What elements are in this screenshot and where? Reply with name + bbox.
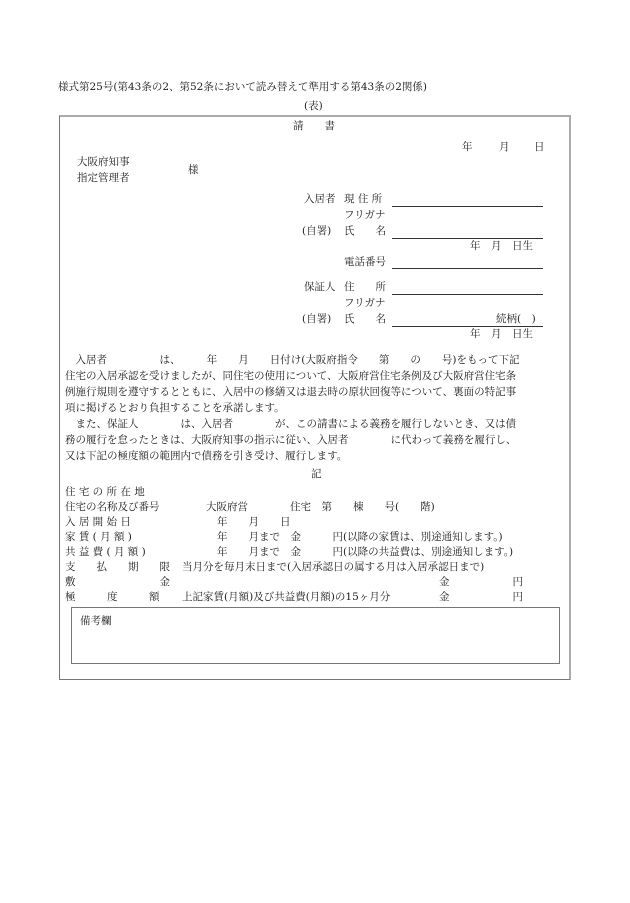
common-fee-value: 年 月まで 金 円(以降の共益費は、別途通知します。) (217, 546, 514, 558)
body-paragraph-1-line-1: 入居者 は、 年 月 日付け(大阪府指令 第 の 号)をもって下記 (65, 354, 520, 366)
move-in-date-value: 年 月 日 (217, 516, 291, 528)
side-indicator: (表) (304, 100, 323, 112)
tenant-role: 入居者 (304, 193, 336, 205)
document-title: 請 書 (293, 120, 335, 132)
date-day: 日 (534, 141, 545, 153)
tenant-name-label: 氏 名 (344, 225, 386, 237)
body-paragraph-2-line-3: 又は下記の極度額の範囲内で債務を引き受け、履行します。 (65, 450, 348, 462)
deposit-value: 金 円 (439, 576, 523, 588)
guarantor-signature-note: (自署) (302, 313, 332, 325)
guarantor-birthdate: 年 月 日生 (470, 328, 533, 340)
guarantor-furigana-label: フリガナ (344, 297, 386, 309)
tenant-name-field[interactable] (392, 238, 543, 239)
tenant-birthdate: 年 月 日生 (470, 240, 533, 252)
credit-limit-value: 金 円 (439, 591, 523, 603)
remarks-label: 備考欄 (80, 615, 112, 627)
rent-value: 年 月まで 金 円(以降の家賃は、別途通知します。) (217, 531, 503, 543)
payment-deadline-label: 支 払 期 限 (65, 561, 170, 573)
guarantor-role: 保証人 (304, 281, 336, 293)
deposit-label: 敷 金 (65, 576, 170, 588)
location-label: 住 宅 の 所 在 地 (65, 486, 145, 498)
body-paragraph-1-line-2: 住宅の入居承認を受けましたが、同住宅の使用について、大阪府営住宅条例及び大阪府営住宅条 (65, 370, 517, 382)
payment-deadline-value: 当月分を毎月末日まで(入居承認日の属する月は入居承認日まで) (182, 561, 485, 573)
guarantor-name-field[interactable] (392, 326, 543, 327)
guarantor-name-label: 氏 名 (344, 313, 386, 325)
tenant-signature-note: (自署) (302, 225, 332, 237)
tenant-phone-label: 電話番号 (344, 256, 386, 268)
credit-limit-basis: 上記家賃(月額)及び共益費(月額)の15ヶ月分 (182, 591, 391, 603)
addressee-honorific: 様 (188, 164, 199, 176)
ki-heading: 記 (311, 468, 322, 480)
body-paragraph-2-line-1: また、保証人 は、入居者 が、この請書による義務を履行しないとき、又は債 (65, 418, 517, 430)
form-title: 様式第25号(第43条の2、第52条において読み替えて準用する第43条の2関係) (58, 81, 427, 93)
body-paragraph-2-line-2: 務の履行を怠ったときは、大阪府知事の指示に従い、入居者 に代わって義務を履行し、 (65, 434, 517, 446)
addressee-manager: 指定管理者 (77, 172, 130, 184)
guarantor-address-label: 住 所 (344, 281, 386, 293)
date-year: 年 (462, 141, 473, 153)
addressee-governor: 大阪府知事 (77, 156, 130, 168)
tenant-address-field[interactable] (392, 206, 543, 207)
tenant-address-label: 現 住 所 (344, 193, 383, 205)
rent-label: 家 賃 ( 月 額 ) (65, 531, 132, 543)
body-paragraph-1-line-4: 項に掲げるとおり負担することを承諾します。 (65, 402, 285, 414)
date-month: 月 (499, 141, 510, 153)
remarks-box[interactable] (71, 607, 560, 664)
body-paragraph-1-line-3: 例施行規則を遵守するとともに、入居中の修繕又は退去時の原状回復等について、裏面の特記事 (65, 386, 517, 398)
housing-name-label: 住宅の名称及び番号 (65, 501, 160, 513)
common-fee-label: 共 益 費 ( 月 額 ) (65, 546, 146, 558)
guarantor-address-field[interactable] (392, 294, 543, 295)
tenant-phone-field[interactable] (392, 268, 543, 269)
housing-name-value: 大阪府営 住宅 第 棟 号( 階) (206, 501, 435, 513)
guarantor-relation: 続柄( ) (496, 313, 536, 325)
credit-limit-label: 極 度 額 (65, 591, 160, 603)
tenant-furigana-label: フリガナ (344, 209, 386, 221)
move-in-date-label: 入 居 開 始 日 (65, 516, 131, 528)
